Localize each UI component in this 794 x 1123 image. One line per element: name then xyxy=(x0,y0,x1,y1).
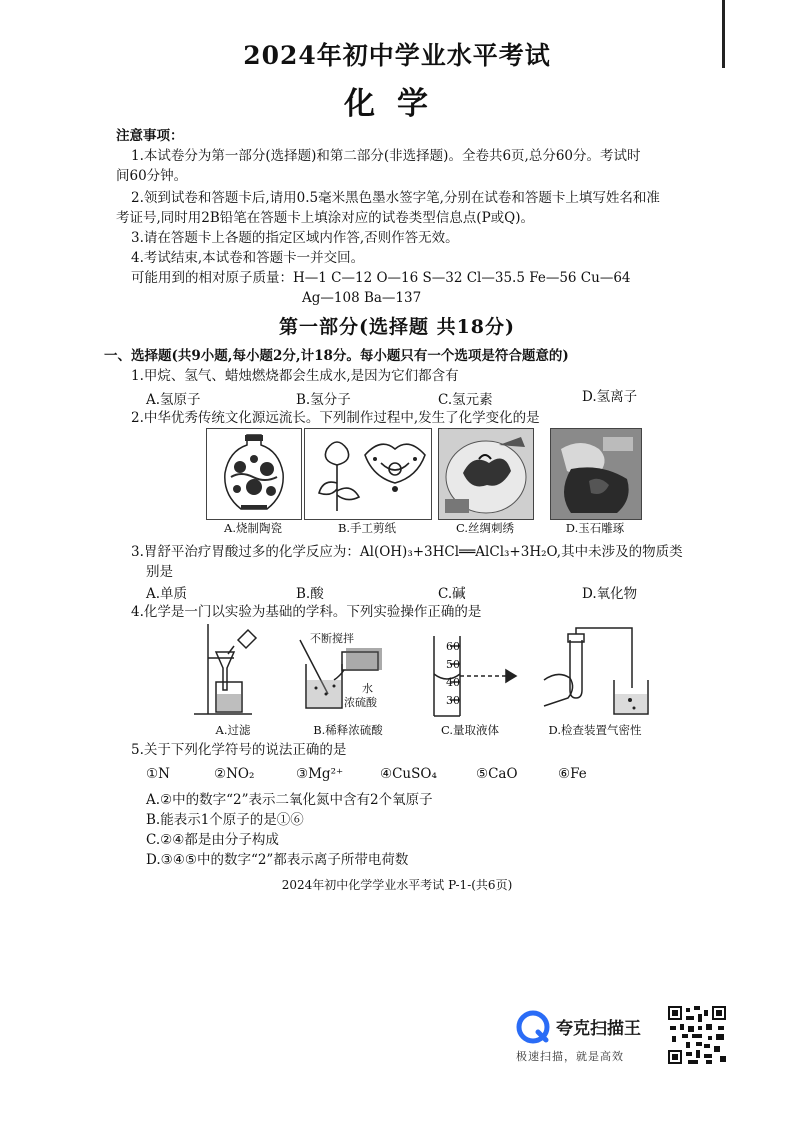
q1-option-a: A.氢原子 xyxy=(146,392,201,408)
cylinder-diagram xyxy=(430,630,530,720)
scanner-brand-name: 夸克扫描王 xyxy=(556,1019,641,1039)
tick-30: 30 xyxy=(446,694,460,707)
atomic-mass-line-a: 可能用到的相对原子质量：H—1 C—12 O—16 S—32 Cl—35.5 Fe—56 Cu—64 xyxy=(131,270,631,286)
scanner-slogan: 极速扫描，就是高效 xyxy=(516,1050,624,1063)
q4-caption-b: B.稀释浓硫酸 xyxy=(313,723,383,737)
q4-caption-a: A.过滤 xyxy=(215,723,251,737)
q3-option-d: D.氧化物 xyxy=(582,586,638,602)
porcelain-vase-image xyxy=(206,428,302,520)
q3-option-a: A.单质 xyxy=(146,586,188,602)
q4-stem: 4.化学是一门以实验为基础的学科。下列实验操作正确的是 xyxy=(131,604,482,620)
q5-option-a: A.②中的数字“2”表示二氧化氮中含有2个氧原子 xyxy=(146,792,433,808)
q3-stem-b: 别是 xyxy=(146,564,173,580)
notice-heading: 注意事项： xyxy=(116,128,184,144)
notice-line-1b: 间60分钟。 xyxy=(116,168,188,184)
section-instruction: 一、选择题(共9小题,每小题2分,计18分。每小题只有一个选项是符合题意的) xyxy=(104,348,569,364)
symbol-3: ③Mg²⁺ xyxy=(296,766,344,782)
q1-stem: 1.甲烷、氢气、蜡烛燃烧都会生成水,是因为它们都含有 xyxy=(131,368,459,384)
symbol-6: ⑥Fe xyxy=(558,766,587,782)
q2-stem: 2.中华优秀传统文化源远流长。下列制作过程中,发生了化学变化的是 xyxy=(131,410,540,426)
q5-option-c: C.②④都是由分子构成 xyxy=(146,832,279,848)
tick-40: 40 xyxy=(446,676,460,689)
q1-option-c: C.氢元素 xyxy=(438,392,493,408)
q2-caption-c: C.丝绸刺绣 xyxy=(455,521,515,535)
label-acid: 浓硫酸 xyxy=(344,696,377,709)
silk-embroidery-image xyxy=(438,428,534,520)
page-footer: 2024年初中化学学业水平考试 P-1-(共6页) xyxy=(281,878,513,892)
symbol-1: ①N xyxy=(146,766,170,782)
q5-option-d: D.③④⑤中的数字“2”都表示离子所带电荷数 xyxy=(146,852,409,868)
paper-cut-image xyxy=(304,428,432,520)
symbol-2: ②NO₂ xyxy=(214,766,255,782)
label-water: 水 xyxy=(362,682,373,695)
section-title: 第一部分(选择题 共18分) xyxy=(278,316,516,338)
symbol-5: ⑤CaO xyxy=(476,766,518,782)
atomic-mass-line-b: Ag—108 Ba—137 xyxy=(302,290,422,306)
notice-line-1a: 1.本试卷分为第一部分(选择题)和第二部分(非选择题)。全卷共6页,总分60分。考试时 xyxy=(131,148,641,164)
q4-caption-d: D.检查装置气密性 xyxy=(548,723,642,737)
subject-title: 化学 xyxy=(344,86,450,122)
airtightness-diagram xyxy=(540,624,650,720)
q3-option-c: C.碱 xyxy=(438,586,466,602)
jade-carving-image xyxy=(550,428,642,520)
q5-option-b: B.能表示1个原子的是①⑥ xyxy=(146,812,304,828)
symbol-4: ④CuSO₄ xyxy=(380,766,437,782)
scanner-logo-icon xyxy=(516,1010,550,1044)
notice-line-2a: 2.领到试卷和答题卡后,请用0.5毫米黑色墨水签字笔,分别在试卷和答题卡上填写姓名和准 xyxy=(131,190,660,206)
notice-line-2b: 考证号,同时用2B铅笔在答题卡上填涂对应的试卷类型信息点(P或Q)。 xyxy=(116,210,534,226)
notice-line-4: 4.考试结束,本试卷和答题卡一并交回。 xyxy=(131,250,365,266)
q2-caption-b: B.手工剪纸 xyxy=(337,521,397,535)
label-stir: 不断搅拌 xyxy=(310,632,354,645)
tick-60: 60 xyxy=(446,640,460,653)
q3-option-b: B.酸 xyxy=(296,586,324,602)
notice-line-3: 3.请在答题卡上各题的指定区域内作答,否则作答无效。 xyxy=(131,230,459,246)
q3-stem-a: 3.胃舒平治疗胃酸过多的化学反应为：Al(OH)₃+3HCl══AlCl₃+3H₂O,其中未涉及的物质类 xyxy=(131,544,683,560)
q5-stem: 5.关于下列化学符号的说法正确的是 xyxy=(131,742,347,758)
tick-50: 50 xyxy=(446,658,460,671)
q2-caption-a: A.烧制陶瓷 xyxy=(224,521,282,535)
q2-caption-d: D.玉石雕琢 xyxy=(565,521,625,535)
filtration-diagram xyxy=(190,620,276,720)
q1-option-d: D.氢离子 xyxy=(582,389,638,405)
exam-title: 2024年初中学业水平考试 xyxy=(243,41,551,70)
q4-caption-c: C.量取液体 xyxy=(440,723,500,737)
qr-code-icon xyxy=(666,1004,728,1066)
q1-option-b: B.氢分子 xyxy=(296,392,351,408)
